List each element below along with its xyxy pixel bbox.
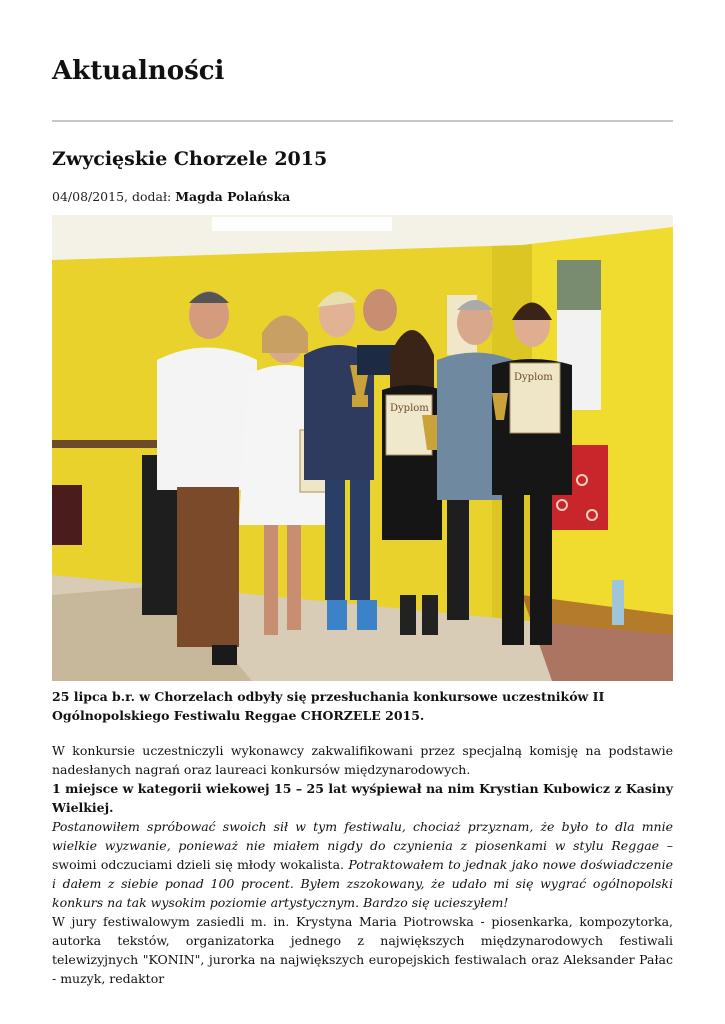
diploma-label-2: Dyplom [390, 403, 429, 414]
added-by-label: , dodał: [124, 189, 176, 204]
post-date: 04/08/2015 [52, 189, 125, 204]
diploma-label-3: Dyplom [514, 372, 553, 383]
post-author: Magda Polańska [175, 189, 291, 204]
post-body [52, 741, 673, 988]
photo-illustration [52, 215, 673, 681]
paragraph-jury: W jury festiwalowym zasiedli m. in. Krystyna Maria Piotrowska - piosenkarka, kompozytorka, autorka tekstów, organizatorka jednego z największych międzynarodowych festiwali telewizyjnych "KONIN", jurorka na największych europejskich festiwalach oraz Aleksander Pałac - muzyk, redaktor [52, 914, 673, 986]
paragraph-1: W konkursie uczestniczyli wykonawcy zakwalifikowani przez specjalną komisję na podstawie nadesłanych nagrań oraz laureaci konkursów międzynarodowych. [52, 743, 673, 777]
post-lead: 25 lipca b.r. w Chorzelach odbyły się przesłuchania konkursowe uczestników II Ogólnopolskiego Festiwalu Reggae CHORZELE 2015. [52, 689, 605, 723]
paragraph-quote [52, 817, 673, 912]
paragraph-winner: 1 miejsce w kategorii wiekowej 15 – 25 lat wyśpiewał na nim Krystian Kubowicz z Kasiny Wielkiej. [52, 781, 673, 815]
quote-part-1: Postanowiłem spróbować swoich sił w tym festiwalu, chociaż przyznam, że było to dla mnie wielkie wyzwanie, ponieważ nie miałem nigdy do czynienia z piosenkami w stylu Reggae [52, 819, 673, 853]
quote-part-2: Potraktowałem to jednak jako nowe doświadczenie i dałem z siebie ponad 100 procent. Byłem zszokowany, że udało mi się wygrać ogólnopolski konkurs na tak wysokim poziomie artystycznym. Bardzo się ucieszyłem! [52, 857, 673, 910]
divider [52, 120, 673, 122]
quote-attribution: – swoimi odczuciami dzieli się młody wokalista. [52, 838, 673, 872]
post-meta [52, 189, 290, 204]
post-title[interactable]: Zwycięskie Chorzele 2015 [52, 148, 328, 170]
post-photo [52, 215, 673, 681]
section-title: Aktualności [52, 56, 225, 86]
